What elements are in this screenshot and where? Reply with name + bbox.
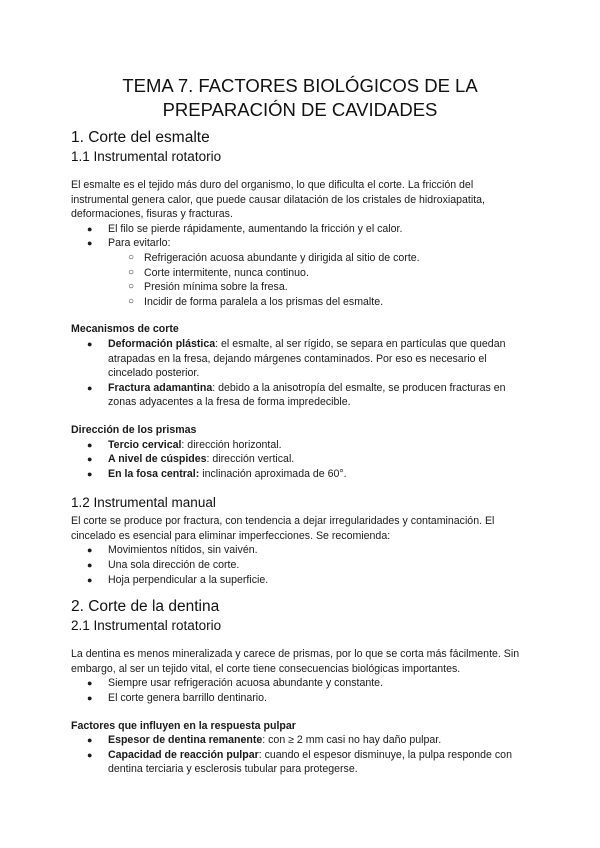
section-heading-2: 2. Corte de la dentina: [71, 598, 220, 616]
list-item: ● Deformación plástica: el esmalte, al ser rígido, se separa en partículas que quedan atrapadas en la fresa, dejando márgenes contaminados. Por eso es necesario el cincelado posterior.: [71, 337, 531, 381]
list-item: ○ Incidir de forma paralela a los prismas del esmalte.: [71, 295, 531, 310]
document-title: [40, 74, 560, 122]
bullet-list-esmalte: [71, 222, 531, 251]
bullet-list-direccion: [71, 438, 531, 482]
subsection-heading-1-2: 1.2 Instrumental manual: [71, 495, 216, 511]
bullet-list-factores: [71, 733, 531, 777]
list-item: ● Tercio cervical: dirección horizontal.: [71, 438, 531, 453]
paragraph-esmalte-intro: El esmalte es el tejido más duro del organismo, lo que dificulta el corte. La fricción del instrumental genera calor, que puede causar dilatación de los cristales de hidroxiapatita, deformaciones, fisuras y fracturas.: [71, 179, 485, 221]
subsection-heading-2-1: 2.1 Instrumental rotatorio: [71, 618, 222, 634]
list-item: ● Fractura adamantina: debido a la anisotropía del esmalte, se producen fracturas en zonas adyacentes a la fresa de forma impredecible.: [71, 381, 531, 410]
document-body: [71, 128, 531, 777]
list-item: ● Siempre usar refrigeración acuosa abundante y constante.: [71, 676, 531, 691]
title-line-2: PREPARACIÓN DE CAVIDADES: [162, 99, 438, 120]
subheading-direccion: Dirección de los prismas: [71, 423, 197, 436]
paragraph-manual: El corte se produce por fractura, con tendencia a dejar irregularidades y contaminación. El cincelado es esencial para eliminar imperfecciones. Se recomienda:: [71, 515, 495, 542]
list-item: ○ Corte intermitente, nunca continuo.: [71, 266, 531, 281]
subsection-heading-1-1: 1.1 Instrumental rotatorio: [71, 149, 222, 164]
title-line-1: TEMA 7. FACTORES BIOLÓGICOS DE LA: [122, 75, 478, 96]
bullet-list-dentina: [71, 676, 531, 705]
list-item: ● Una sola dirección de corte.: [71, 558, 531, 573]
list-item: ● Espesor de dentina remanente: con ≥ 2 mm casi no hay daño pulpar.: [71, 733, 531, 748]
list-item: ● A nivel de cúspides: dirección vertical.: [71, 452, 531, 467]
list-item: ● Movimientos nítidos, sin vaivén.: [71, 543, 531, 558]
list-item: ● Hoja perpendicular a la superficie.: [71, 573, 531, 588]
section-heading-1: 1. Corte del esmalte: [71, 129, 210, 146]
list-item: ○ Presión mínima sobre la fresa.: [71, 280, 531, 295]
sub-bullet-list-evitar: [71, 251, 531, 309]
list-item: ● En la fosa central: inclinación aproximada de 60°.: [71, 467, 531, 482]
list-item: ● Capacidad de reacción pulpar: cuando el espesor disminuye, la pulpa responde con dentina terciaria y esclerosis tubular para protegerse.: [71, 748, 531, 777]
list-item: ● El corte genera barrillo dentinario.: [71, 691, 531, 706]
bullet-list-mecanismos: [71, 337, 531, 410]
list-item: ● El filo se pierde rápidamente, aumentando la fricción y el calor.: [71, 222, 531, 237]
list-item: ○ Refrigeración acuosa abundante y dirigida al sitio de corte.: [71, 251, 531, 266]
bullet-list-manual: [71, 543, 531, 587]
subheading-mecanismos: Mecanismos de corte: [71, 323, 179, 336]
subheading-factores: Factores que influyen en la respuesta pulpar: [71, 719, 296, 732]
list-item: ● Para evitarlo:: [71, 236, 531, 251]
paragraph-dentina-intro: La dentina es menos mineralizada y carece de prismas, por lo que se corta más fácilmente. Sin embargo, al ser un tejido vital, el corte tiene consecuencias biológicas importantes.: [71, 648, 520, 675]
